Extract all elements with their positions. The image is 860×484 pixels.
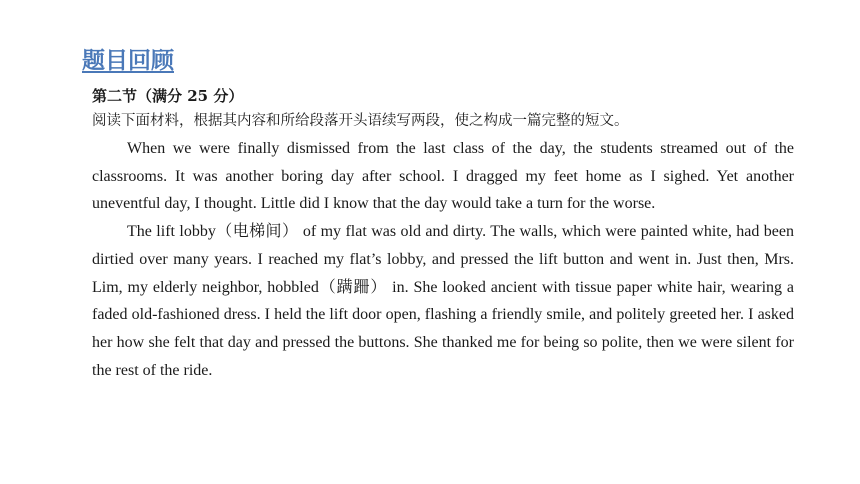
slide-title: 题目回顾 (82, 48, 174, 74)
passage-paragraph-2: The lift lobby（电梯间） of my flat was old and dirty. The walls, which were painted white, had been dirtied over many years. I reached my flat’s lobby, and pressed the lift button and went in. Just then, Mrs. Lim, my elderly neighbor, hobbled（蹒跚） in. She looked ancient with tissue paper white hair, wearing a faded old-fashioned dress. I held the lift door open, flashing a friendly smile, and politely greeted her. I asked her how she felt that day and pressed the buttons. She thanked me for being so polite, then we were silent for the rest of the ride. (92, 223, 794, 379)
question-scan (92, 84, 794, 384)
section-heading: 第二节（满分 25 分） (92, 87, 244, 105)
passage-paragraph-1: When we were finally dismissed from the last class of the day, the students streamed out of the classrooms. It was another boring day after school. I dragged my feet home as I sighed. Yet another uneventful day, I thought. Little did I know that the day would take a turn for the worse. (92, 140, 794, 213)
instruction-text: 阅读下面材料，根据其内容和所给段落开头语续写两段，使之构成一篇完整的短文。 (92, 113, 629, 129)
